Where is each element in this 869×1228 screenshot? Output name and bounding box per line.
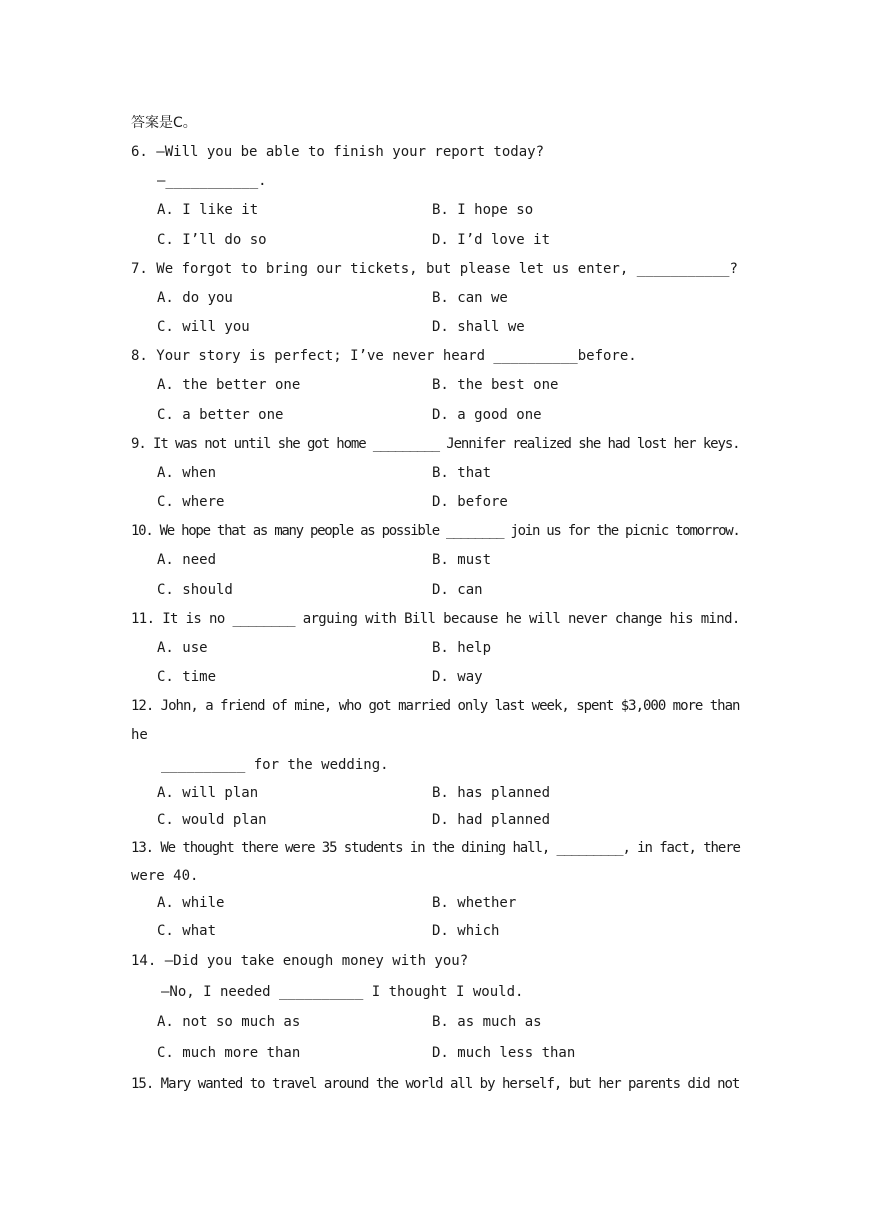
question-7-option-d: D. shall we <box>432 319 525 335</box>
question-9-option-b: B. that <box>432 465 492 481</box>
question-11-option-d: D. way <box>432 669 483 685</box>
question-13-option-a: A. while <box>157 895 225 911</box>
question-9-stem: 9. It was not until she got home _________ Jennifer realized she had lost her keys. <box>131 436 740 452</box>
question-12-option-b: B. has planned <box>432 785 551 801</box>
answer-line: 答案是C。 <box>131 115 197 131</box>
question-13-option-b: B. whether <box>432 895 517 911</box>
question-10-option-b: B. must <box>432 552 492 568</box>
question-10-option-c: C. should <box>157 582 233 598</box>
question-13-stem: 13. We thought there were 35 students in the dining hall, _________, in fact, there <box>131 840 740 856</box>
question-6-option-d: D. I’d love it <box>432 232 551 248</box>
question-8-option-c: C. a better one <box>157 407 284 423</box>
question-6-stem: 6. —Will you be able to finish your report today? <box>131 144 545 160</box>
question-11-stem: 11. It is no ________ arguing with Bill because he will never change his mind. <box>131 611 740 627</box>
question-8-option-b: B. the best one <box>432 377 559 393</box>
question-14-stem: 14. —Did you take enough money with you? <box>131 953 469 969</box>
question-12-stem-continued: he <box>131 727 148 743</box>
question-11-option-a: A. use <box>157 640 208 656</box>
question-7-stem: 7. We forgot to bring our tickets, but please let us enter, ___________? <box>131 261 738 277</box>
question-12-option-a: A. will plan <box>157 785 259 801</box>
question-14-option-c: C. much more than <box>157 1045 301 1061</box>
question-6-option-b: B. I hope so <box>432 202 534 218</box>
question-8-option-d: D. a good one <box>432 407 542 423</box>
question-8-stem: 8. Your story is perfect; I’ve never heard __________before. <box>131 348 637 364</box>
question-9-option-c: C. where <box>157 494 225 510</box>
question-7-option-c: C. will you <box>157 319 250 335</box>
question-10-option-d: D. can <box>432 582 483 598</box>
question-7-option-a: A. do you <box>157 290 233 306</box>
question-8-option-a: A. the better one <box>157 377 301 393</box>
question-13-option-c: C. what <box>157 923 217 939</box>
question-10-option-a: A. need <box>157 552 217 568</box>
question-12-blank-line: __________ for the wedding. <box>161 757 389 773</box>
question-9-option-d: D. before <box>432 494 508 510</box>
question-13-stem-continued: were 40. <box>131 868 199 884</box>
question-6-reply: —___________. <box>157 173 267 189</box>
question-11-option-b: B. help <box>432 640 492 656</box>
question-15-stem: 15. Mary wanted to travel around the world all by herself, but her parents did not <box>131 1076 740 1092</box>
question-6-option-a: A. I like it <box>157 202 259 218</box>
question-12-option-d: D. had planned <box>432 812 551 828</box>
question-14-option-a: A. not so much as <box>157 1014 301 1030</box>
question-6-option-c: C. I’ll do so <box>157 232 267 248</box>
question-10-stem: 10. We hope that as many people as possible ________ join us for the picnic tomorrow. <box>131 523 740 539</box>
question-14-option-b: B. as much as <box>432 1014 542 1030</box>
question-12-stem: 12. John, a friend of mine, who got married only last week, spent $3,000 more than <box>131 698 740 714</box>
question-11-option-c: C. time <box>157 669 217 685</box>
question-7-option-b: B. can we <box>432 290 508 306</box>
question-14-option-d: D. much less than <box>432 1045 576 1061</box>
question-13-option-d: D. which <box>432 923 500 939</box>
question-14-reply: —No, I needed __________ I thought I would. <box>161 984 524 1000</box>
question-12-option-c: C. would plan <box>157 812 267 828</box>
question-9-option-a: A. when <box>157 465 217 481</box>
